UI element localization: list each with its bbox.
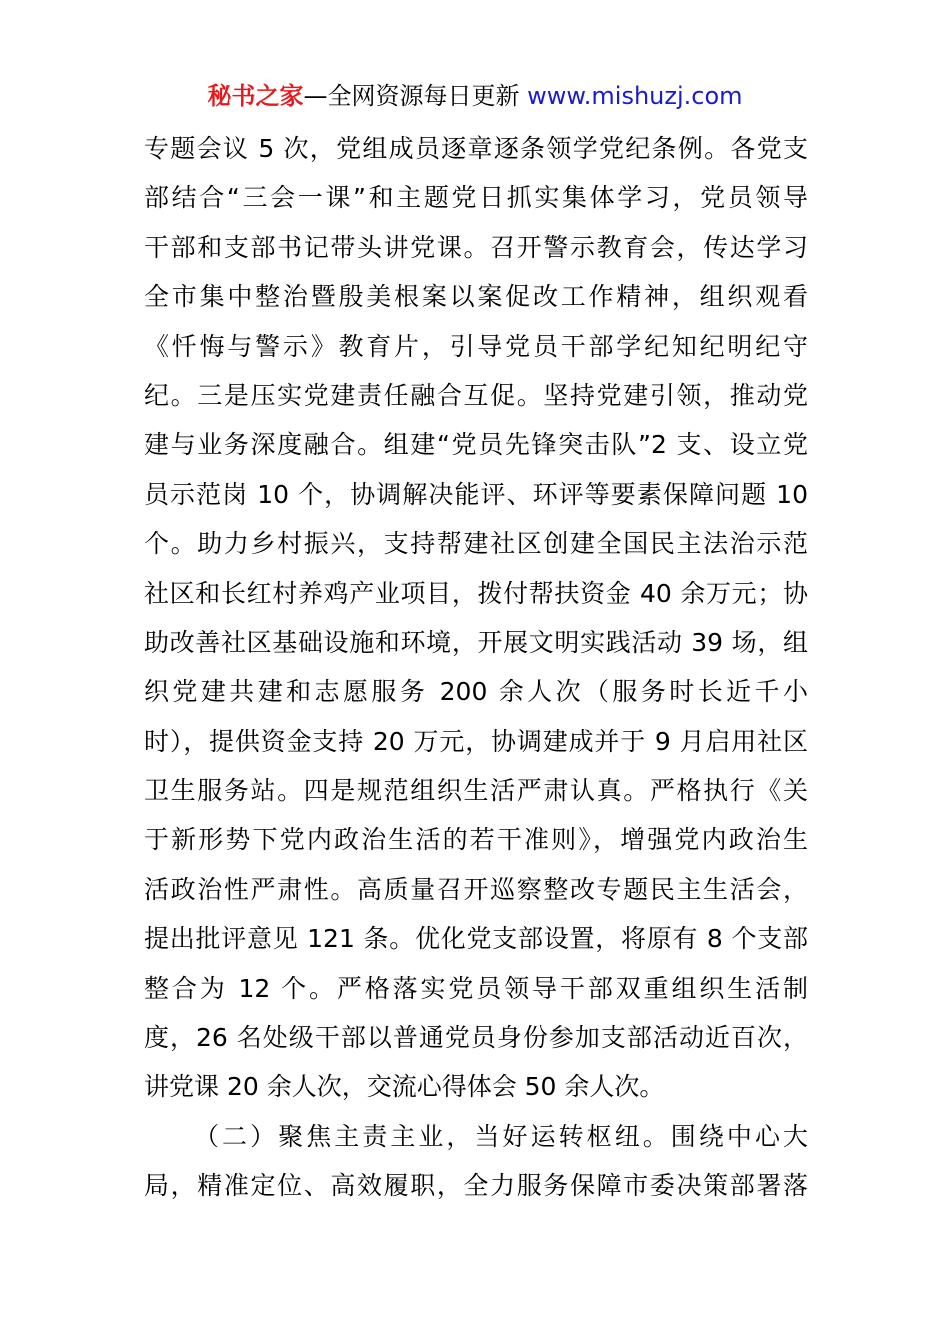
text-line: 员示范岗 10 个，协调解决能评、环评等要素保障问题 10	[144, 479, 808, 509]
text-line-section-heading: （二）聚焦主责主业，当好运转枢纽。围绕中心大	[194, 1121, 808, 1151]
text-line: 卫生服务站。四是规范组织生活严肃认真。严格执行《关	[144, 776, 808, 806]
site-tagline: —全网资源每日更新	[303, 82, 528, 110]
document-body	[144, 124, 808, 1211]
text-line: 个。助力乡村振兴，支持帮建社区创建全国民主法治示范	[144, 529, 808, 559]
text-line: 于新形势下党内政治生活的若干准则》，增强党内政治生	[144, 825, 808, 855]
text-line: 社区和长红村养鸡产业项目，拨付帮扶资金 40 余万元；协	[144, 578, 808, 608]
text-line: 整合为 12 个。严格落实党员领导干部双重组织生活制	[144, 973, 808, 1003]
text-line: 助改善社区基础设施和环境，开展文明实践活动 39 场，组	[144, 627, 808, 657]
text-line: 专题会议 5 次，党组成员逐章逐条领学党纪条例。各党支	[144, 134, 808, 163]
text-line: 时），提供资金支持 20 万元，协调建成并于 9 月启用社区	[144, 726, 808, 756]
text-line: 干部和支部书记带头讲党课。召开警示教育会，传达学习	[144, 232, 808, 262]
text-line: 提出批评意见 121 条。优化党支部设置，将原有 8 个支部	[144, 924, 808, 954]
text-line: 活政治性严肃性。高质量召开巡察整改专题民主生活会，	[144, 874, 808, 904]
text-line: 局，精准定位、高效履职，全力服务保障市委决策部署落	[144, 1171, 808, 1201]
text-line: 《忏悔与警示》教育片，引导党员干部学纪知纪明纪守	[144, 331, 808, 361]
text-line: 织党建共建和志愿服务 200 余人次（服务时长近千小	[144, 677, 808, 707]
text-line: 部结合“三会一课”和主题党日抓实集体学习，党员领导	[144, 183, 808, 213]
text-line: 度，26 名处级干部以普通党员身份参加支部活动近百次，	[144, 1023, 808, 1053]
text-line: 纪。三是压实党建责任融合互促。坚持党建引领，推动党	[144, 380, 808, 410]
text-line: 全市集中整治暨殷美根案以案促改工作精神，组织观看	[144, 282, 808, 312]
site-brand: 秘书之家	[207, 82, 304, 110]
text-line-paragraph-end: 讲党课 20 余人次，交流心得体会 50 余人次。	[144, 1072, 665, 1102]
site-header	[0, 78, 950, 114]
site-url-link[interactable]: www.mishuzj.com	[527, 82, 743, 110]
text-line: 建与业务深度融合。组建“党员先锋突击队”2 支、设立党	[144, 430, 808, 460]
